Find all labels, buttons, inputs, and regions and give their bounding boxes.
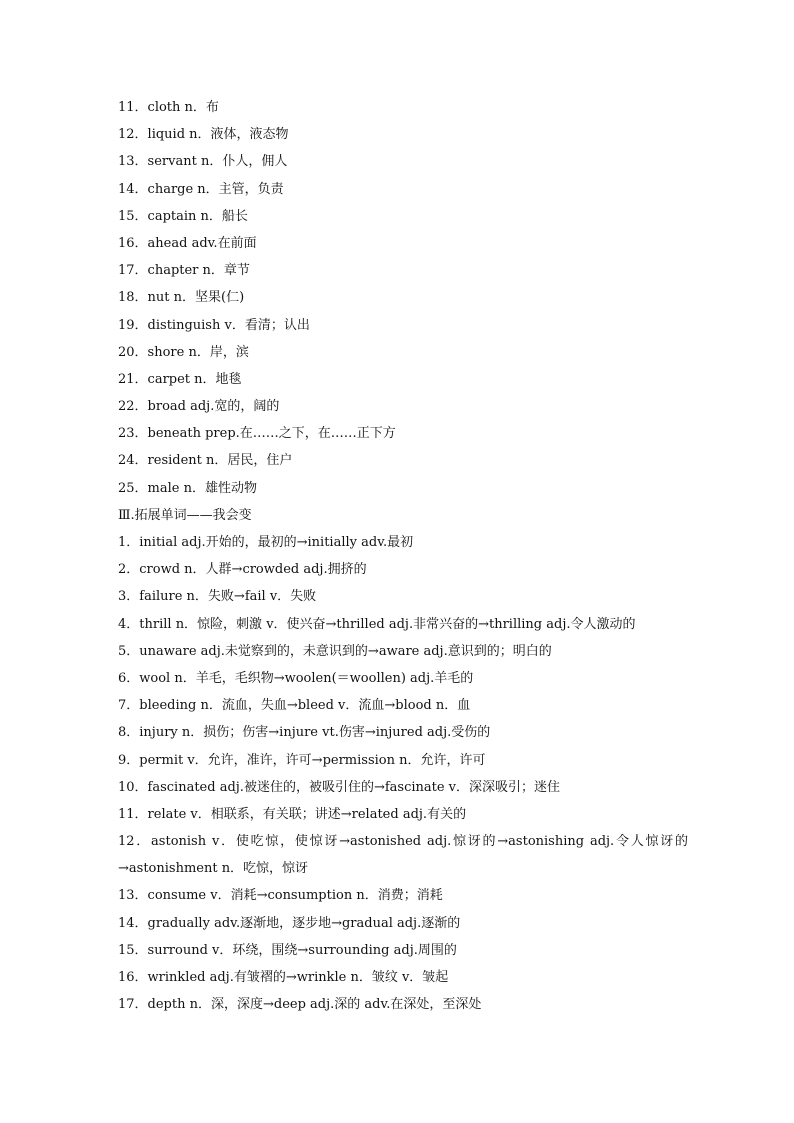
vocab-item: 17．depth n．深，深度→deep adj.深的 adv.在深处，至深处 [118,997,482,1013]
vocab-item: 5．unaware adj.未觉察到的，未意识到的→aware adj.意识到的；明白的 [118,643,552,659]
vocab-item: 21．carpet n．地毯 [118,371,242,387]
vocab-item: 18．nut n．坚果(仁) [118,290,245,306]
vocab-item: 11．relate v．相联系，有关联；讲述→related adj.有关的 [118,806,467,822]
vocab-item: 9．permit v．允许，准许，许可→permission n．允许，许可 [118,752,486,768]
document-page [118,94,688,1018]
vocab-item: 15．captain n．船长 [118,208,248,224]
vocab-item: 11．cloth n．布 [118,100,219,115]
vocab-item: 20．shore n．岸，滨 [118,344,249,360]
vocab-list-extended [118,529,688,1018]
vocab-item: 12．astonish v．使吃惊，使惊讶→astonished adj.惊讶的→astonishing adj.令人惊讶的→astonishment n．吃惊，惊讶 [118,834,688,877]
vocab-list-core [118,94,688,502]
vocab-item: 17．chapter n．章节 [118,263,250,279]
vocab-item: 23．beneath prep.在……之下，在……正下方 [118,426,396,442]
vocab-item: 13．servant n．仆人，佣人 [118,154,288,170]
vocab-item: 14．gradually adv.逐渐地，逐步地→gradual adj.逐渐的 [118,915,461,931]
vocab-item: 3．failure n．失败→fail v．失败 [118,589,317,605]
vocab-item: 6．wool n．羊毛，毛织物→woolen(＝woollen) adj.羊毛的 [118,670,474,686]
section-heading: Ⅲ.拓展单词——我会变 [118,507,252,523]
vocab-item: 22．broad adj.宽的，阔的 [118,399,280,415]
vocab-item: 4．thrill n．惊险，刺激 v．使兴奋→thrilled adj.非常兴奋的→thrilling adj.令人激动的 [118,616,636,632]
vocab-item: 7．bleeding n．流血，失血→bleed v．流血→blood n．血 [118,698,471,714]
vocab-item: 8．injury n．损伤；伤害→injure vt.伤害→injured adj.受伤的 [118,725,491,741]
vocab-item: 16．wrinkled adj.有皱褶的→wrinkle n．皱纹 v．皱起 [118,970,449,986]
vocab-item: 13．consume v．消耗→consumption n．消费；消耗 [118,888,443,904]
vocab-item: 25．male n．雄性动物 [118,480,257,496]
vocab-item: 14．charge n．主管，负责 [118,181,284,197]
vocab-item: 2．crowd n．人群→crowded adj.拥挤的 [118,562,367,578]
vocab-item: 10．fascinated adj.被迷住的，被吸引住的→fascinate v．深深吸引；迷住 [118,779,561,795]
vocab-item: 24．resident n．居民，住户 [118,453,293,469]
vocab-item: 12．liquid n．液体，液态物 [118,127,289,143]
vocab-item: 1．initial adj.开始的，最初的→initially adv.最初 [118,535,414,550]
vocab-item: 19．distinguish v．看清；认出 [118,317,310,333]
vocab-item: 15．surround v．环绕，围绕→surrounding adj.周围的 [118,942,457,958]
vocab-item: 16．ahead adv.在前面 [118,235,257,251]
